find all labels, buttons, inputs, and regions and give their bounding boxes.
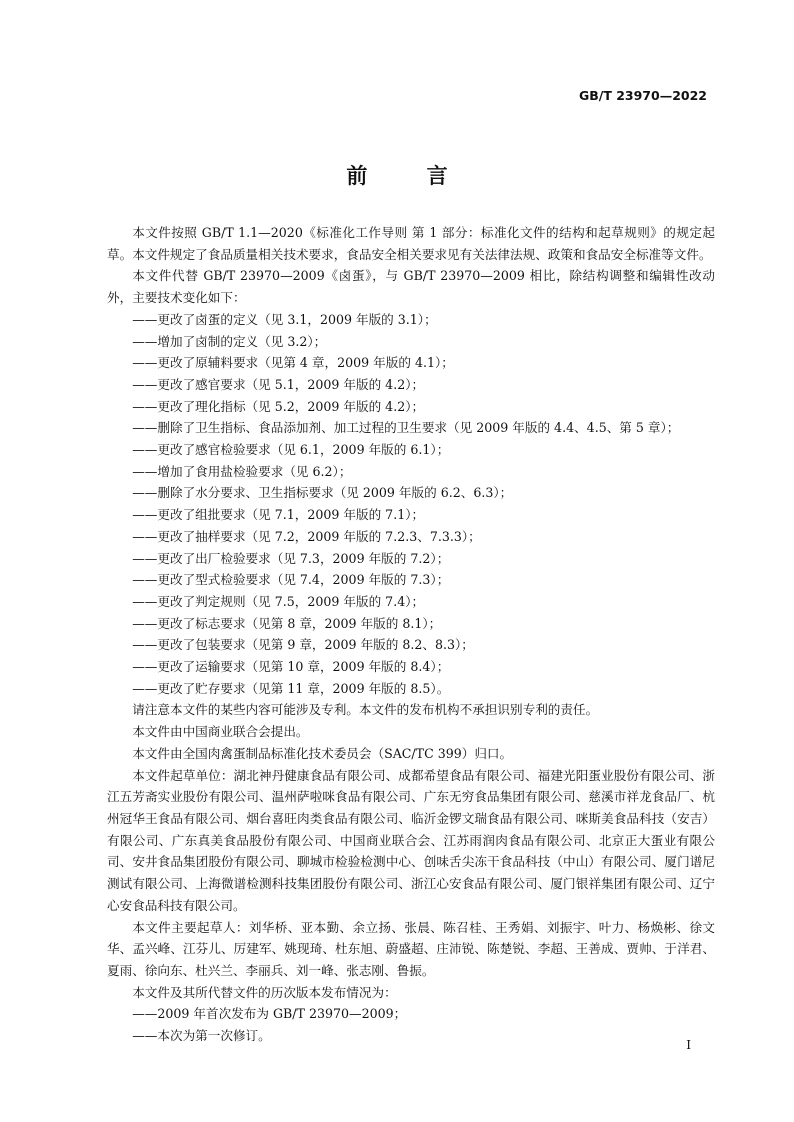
drafters-paragraph: 本文件主要起草人：刘华桥、亚本勤、余立扬、张晨、陈召桂、王秀娟、刘振宇、叶力、杨焕彬、徐文华、孟兴峰、江芬儿、厉建军、姚现琦、杜东旭、蔚盛超、庄沛锐、陈楚锐、李超、王善成、贾帅、于洋君、夏雨、徐向东、杜兴兰、李丽兵、刘一峰、张志刚、鲁振。	[107, 919, 715, 978]
intro-paragraph: 本文件按照 GB/T 1.1—2020《标准化工作导则 第 1 部分：标准化文件的结构和起草规则》的规定起草。本文件规定了食品质量相关技术要求，食品安全相关要求见有关法律法规、政策和食品安全标准等文件。	[107, 225, 715, 262]
list-item: ——删除了水分要求、卫生指标要求（见 2009 年版的 6.2、6.3）；	[132, 485, 513, 501]
list-item: ——增加了食用盐检验要求（见 6.2）；	[132, 463, 352, 479]
list-item: ——更改了抽样要求（见 7.2，2009 年版的 7.2.3、7.3.3）；	[132, 528, 481, 544]
list-item: ——本次为第一次修订。	[132, 1028, 271, 1044]
list-item: ——更改了贮存要求（见第 11 章，2009 年版的 8.5）。	[132, 680, 450, 696]
list-item: ——更改了标志要求（见第 8 章，2009 年版的 8.1）；	[132, 615, 442, 631]
list-item: ——更改了运输要求（见第 10 章，2009 年版的 8.4）；	[132, 659, 450, 675]
list-item: ——更改了组批要求（见 7.1，2009 年版的 7.1）；	[132, 507, 425, 523]
list-item: ——更改了包装要求（见第 9 章，2009 年版的 8.2、8.3）；	[132, 637, 474, 653]
list-item: ——增加了卤制的定义（见 3.2）；	[132, 333, 327, 349]
history-intro: 本文件及其所代替文件的历次版本发布情况为：	[132, 984, 397, 1000]
list-item: ——更改了感官要求（见 5.1，2009 年版的 4.2）；	[132, 376, 425, 392]
patent-notice: 请注意本文件的某些内容可能涉及专利。本文件的发布机构不承担识别专利的责任。	[132, 702, 599, 718]
standard-code: GB/T 23970—2022	[578, 88, 707, 103]
list-item: ——更改了出厂检验要求（见 7.3，2009 年版的 7.2）；	[132, 550, 450, 566]
list-item: ——更改了判定规则（见 7.5，2009 年版的 7.4）；	[132, 593, 425, 609]
history-list	[107, 1003, 715, 1046]
document-body	[107, 222, 715, 1047]
list-item: ——删除了卫生指标、食品添加剂、加工过程的卫生要求（见 2009 年版的 4.4、4.5、第 5 章）；	[132, 420, 680, 436]
intro-paragraph: 本文件代替 GB/T 23970—2009《卤蛋》，与 GB/T 23970—2009 相比，除结构调整和编辑性改动外，主要技术变化如下：	[107, 268, 715, 306]
list-item: ——2009 年首次发布为 GB/T 23970—2009；	[132, 1006, 407, 1022]
page-title: 前 言	[346, 164, 474, 188]
list-item: ——更改了理化指标（见 5.2，2009 年版的 4.2）；	[132, 398, 425, 414]
changes-list	[107, 309, 715, 700]
list-item: ——更改了原辅料要求（见第 4 章，2009 年版的 4.1）；	[132, 355, 454, 371]
drafting-units-paragraph: 本文件起草单位：湖北神丹健康食品有限公司、成都希望食品有限公司、福建光阳蛋业股份有限公司、浙江五芳斋实业股份有限公司、温州萨啦咪食品有限公司、广东无穷食品集团有限公司、慈溪市祥龙食品厂、杭州冠华王食品有限公司、烟台喜旺肉类食品有限公司、临沂金锣文瑞食品有限公司、咪斯美食品科技（安吉）有限公司、广东真美食品股份有限公司、中国商业联合会、江苏雨润肉食品有限公司、北京正大蛋业有限公司、安井食品集团股份有限公司、聊城市检验检测中心、创味舌尖冻干食品科技（中山）有限公司、厦门谱尼测试有限公司、上海微谱检测科技集团股份有限公司、浙江心安食品有限公司、厦门银祥集团有限公司、辽宁心安食品科技有限公司。	[107, 767, 715, 913]
page-number: I	[686, 1038, 691, 1052]
committee-paragraph: 本文件由全国肉禽蛋制品标准化技术委员会（SAC/TC 399）归口。	[132, 745, 513, 761]
list-item: ——更改了感官检验要求（见 6.1，2009 年版的 6.1）；	[132, 442, 450, 458]
list-item: ——更改了卤蛋的定义（见 3.1，2009 年版的 3.1）；	[132, 311, 437, 327]
proposer-paragraph: 本文件由中国商业联合会提出。	[132, 724, 309, 740]
list-item: ——更改了型式检验要求（见 7.4，2009 年版的 7.3）；	[132, 572, 450, 588]
